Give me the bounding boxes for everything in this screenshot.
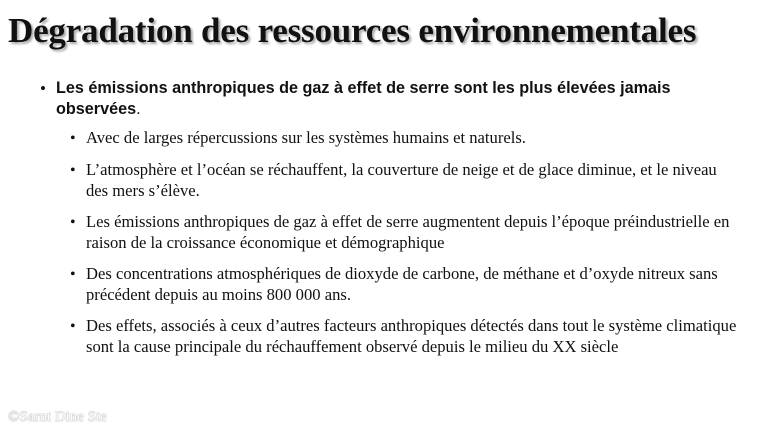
bullet-marker: •: [70, 162, 76, 179]
main-bullet-text: [56, 78, 730, 119]
bullet-marker: •: [70, 318, 76, 335]
sub-bullet-list: [70, 128, 740, 368]
bullet-marker: •: [70, 266, 76, 283]
main-bullet-label: Les émissions anthropiques de gaz à effet de serre sont les plus élevées jamais observées: [56, 79, 671, 118]
bullet-marker: •: [70, 130, 76, 147]
sub-bullet: [70, 264, 740, 305]
sub-bullet-text: Des concentrations atmosphériques de dioxyde de carbone, de méthane et d’oxyde nitreux sans précédent depuis au moins 800 000 ans.: [86, 264, 718, 304]
sub-bullet-text: Les émissions anthropiques de gaz à effet de serre augmentent depuis l’époque préindustrielle en raison de la croissance économique et démographique: [86, 212, 730, 252]
bullet-marker: •: [70, 214, 76, 231]
sub-bullet-text: L’atmosphère et l’océan se réchauffent, la couverture de neige et de glace diminue, et le niveau des mers s’élève.: [86, 160, 717, 200]
slide-title: Dégradation des ressources environnementales: [8, 11, 697, 50]
sub-bullet-text: Des effets, associés à ceux d’autres facteurs anthropiques détectés dans tout le système climatique sont la cause principale du réchauffement observé depuis le milieu du XX siècle: [86, 316, 737, 356]
main-bullet-suffix: .: [136, 99, 141, 118]
watermark: ©Sarnt Dine Ste: [8, 409, 107, 425]
sub-bullet: [70, 160, 740, 201]
main-bullet: [40, 78, 730, 119]
sub-bullet-text: Avec de larges répercussions sur les systèmes humains et naturels.: [86, 128, 526, 147]
bullet-marker: •: [40, 79, 46, 98]
sub-bullet: [70, 316, 740, 357]
sub-bullet: [70, 212, 740, 253]
sub-bullet: [70, 128, 740, 149]
